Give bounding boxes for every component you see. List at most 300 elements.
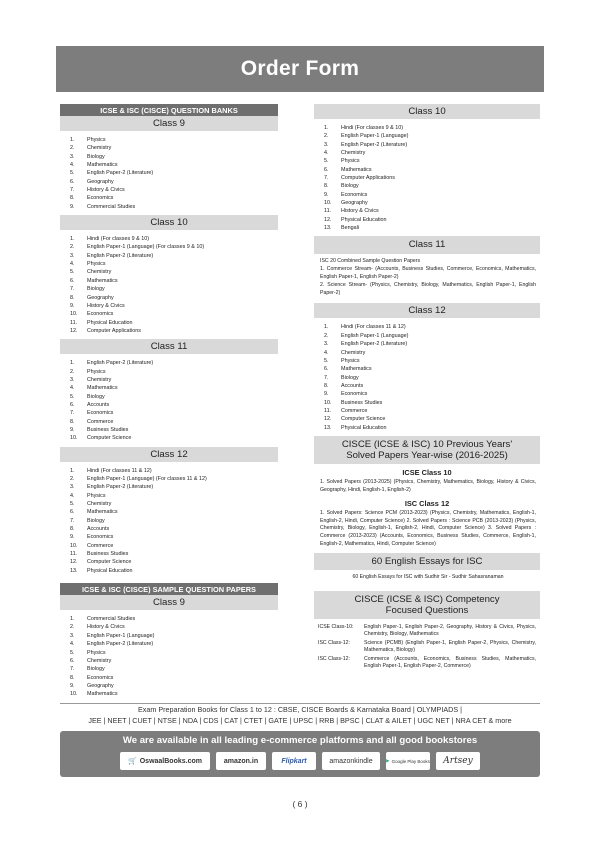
list-item xyxy=(70,302,278,310)
item-label: Economics xyxy=(87,195,114,202)
item-number: 6. xyxy=(70,178,75,185)
item-label: Accounts xyxy=(87,401,110,408)
list-item xyxy=(70,649,278,657)
item-label: Chemistry xyxy=(341,150,366,157)
list-item xyxy=(324,357,540,365)
list-item xyxy=(70,144,278,152)
list-item xyxy=(324,340,540,348)
item-label: Chemistry xyxy=(341,349,366,356)
item-label: English Paper-1 (Language) (For classes 9 & 10) xyxy=(87,244,205,251)
google-play-books-logo[interactable] xyxy=(386,752,430,770)
item-number: 1. xyxy=(70,360,75,367)
item-label: Geography xyxy=(87,682,114,689)
item-number: 9. xyxy=(70,302,75,309)
item-number: 10. xyxy=(70,542,78,549)
list-item xyxy=(324,365,540,373)
item-label: Geography xyxy=(87,178,114,185)
bank-class-11-header: Class 11 xyxy=(60,339,278,354)
item-number: 8. xyxy=(70,526,75,533)
item-number: 1. xyxy=(70,616,75,623)
item-number: 11. xyxy=(70,551,78,558)
item-label: Physical Education xyxy=(341,424,387,431)
list-item xyxy=(324,415,540,423)
item-label: Chemistry xyxy=(87,145,112,152)
item-label: English Paper-2 (Literature) xyxy=(341,141,408,148)
list-item xyxy=(70,657,278,665)
availability-title: We are available in all leading e-commerce platforms and all good bookstores xyxy=(122,735,478,746)
list-item xyxy=(324,174,540,182)
essays-text: 60 English Essays for ISC with Sudhir Sir - Sudhir Sahasranaman xyxy=(352,574,504,581)
item-number: 13. xyxy=(324,225,332,232)
list-item xyxy=(70,310,278,318)
list-item xyxy=(70,359,278,367)
item-number: 1. xyxy=(70,236,75,243)
item-number: 9. xyxy=(324,391,329,398)
list-item xyxy=(70,368,278,376)
list-item xyxy=(70,203,278,211)
competency-value: English Paper-1, English Paper-2, Geography, History & Civics, Physics, Chemistry, Biology, Mathematics xyxy=(364,623,536,638)
item-number: 6. xyxy=(70,509,75,516)
item-number: 9. xyxy=(70,534,75,541)
right-column xyxy=(314,104,540,677)
list-item xyxy=(70,483,278,491)
bank-class-12-subject-list xyxy=(60,462,278,579)
list-item xyxy=(324,166,540,174)
item-label: Biology xyxy=(341,183,359,190)
competency-row xyxy=(318,624,536,639)
item-label: Mathematics xyxy=(87,277,118,284)
item-number: 7. xyxy=(324,374,329,381)
item-number: 9. xyxy=(324,191,329,198)
list-item xyxy=(324,374,540,382)
bank-class-11-subject-list xyxy=(60,354,278,446)
list-item xyxy=(70,186,278,194)
list-item xyxy=(70,178,278,186)
item-label: Physics xyxy=(341,357,360,364)
item-number: 10. xyxy=(70,691,78,698)
item-number: 1. xyxy=(70,137,75,143)
previous-years-header xyxy=(314,436,540,464)
item-label: Mathematics xyxy=(87,385,118,392)
item-label: Hindi (For classes 9 & 10) xyxy=(341,125,404,131)
class-11-header: Class 11 xyxy=(314,236,540,253)
item-label: History & Civics xyxy=(341,208,379,215)
item-label: Physical Education xyxy=(87,567,133,574)
item-label: Physical Education xyxy=(341,216,387,223)
competency-header xyxy=(314,591,540,619)
item-label: History & Civics xyxy=(87,187,125,194)
item-label: Physical Education xyxy=(87,319,133,326)
store-name: Google Play Books xyxy=(391,758,430,764)
competency-key: ISC Class-12: xyxy=(318,639,350,646)
list-item xyxy=(70,517,278,525)
competency-row xyxy=(318,656,536,671)
list-item xyxy=(70,558,278,566)
list-item xyxy=(70,434,278,442)
item-label: Chemistry xyxy=(87,657,112,664)
class-11-line: 2. Science Stream- (Physics, Chemistry, Biology, Mathematics, English Paper-1, English Paper-2) xyxy=(320,282,536,296)
item-label: Physics xyxy=(87,261,106,268)
item-label: Biology xyxy=(87,153,105,160)
item-number: 6. xyxy=(70,401,75,408)
list-item xyxy=(324,390,540,398)
bank-class-10-header: Class 10 xyxy=(60,215,278,230)
item-label: Chemistry xyxy=(87,269,112,276)
list-item xyxy=(70,260,278,268)
item-label: Hindi (For classes 11 & 12) xyxy=(87,467,152,474)
item-label: History & Civics xyxy=(87,302,125,309)
item-number: 11. xyxy=(70,319,78,326)
list-item xyxy=(70,640,278,648)
item-number: 3. xyxy=(70,153,75,160)
item-number: 2. xyxy=(70,476,75,482)
item-number: 1. xyxy=(70,467,75,474)
item-number: 2. xyxy=(324,133,329,140)
item-label: Chemistry xyxy=(87,501,112,508)
item-number: 4. xyxy=(70,261,75,268)
item-number: 7. xyxy=(70,286,75,293)
bank-class-9-header: Class 9 xyxy=(60,116,278,131)
item-number: 1. xyxy=(324,125,329,131)
sample-class-12-header: Class 12 xyxy=(314,303,540,318)
item-label: Commercial Studies xyxy=(87,616,136,623)
item-label: Business Studies xyxy=(341,399,383,406)
item-number: 3. xyxy=(70,252,75,259)
item-number: 7. xyxy=(70,410,75,417)
page-number: ( 6 ) xyxy=(292,799,308,809)
item-label: English Paper-1 (Language) xyxy=(341,133,409,140)
item-number: 5. xyxy=(70,501,75,508)
item-label: Economics xyxy=(87,674,114,681)
class-11-line: 1. Commerce Stream- (Accounts, Business Studies, Commerce, Economics, Mathematics, English Paper-1, English Paper-2) xyxy=(320,266,536,280)
list-item xyxy=(70,285,278,293)
item-number: 7. xyxy=(70,517,75,524)
list-item xyxy=(70,409,278,417)
item-number: 2. xyxy=(70,145,75,152)
list-item xyxy=(324,157,540,165)
bank-class-9-subject-list xyxy=(60,131,278,215)
item-label: Computer Science xyxy=(87,559,132,566)
item-label: Physics xyxy=(341,158,360,165)
list-item xyxy=(70,243,278,251)
item-number: 12. xyxy=(70,327,78,334)
item-number: 8. xyxy=(70,418,75,425)
list-item xyxy=(70,252,278,260)
list-item xyxy=(70,550,278,558)
item-number: 7. xyxy=(324,175,329,182)
icse-class-10-text: 1. Solved Papers (2013-2025) (Physics, Chemistry, Mathematics, Biology, History & Civics, Geography, Hindi, English-1, English-2) xyxy=(320,479,536,493)
item-number: 4. xyxy=(70,385,75,392)
list-item xyxy=(70,525,278,533)
isc-class-12-text: 1. Solved Papers: Science PCM (2013-2023) (Physics, Chemistry, Mathematics, English-1, English-2, Hindi, Computer Science) 2. Solved Papers : Science PCB (2013-2023) (Physics, Chemistry, Biology, English-1, English-2, Hindi, Computer Science) 3. Solved Papers : Commerce (2013-2023) (Accounts, Economics, Business Studies, Commerce, English-1, English-2, Mathematics, Hindi, Computer Science) xyxy=(320,510,536,547)
class-11-line: ISC 20 Combined Sample Question Papers xyxy=(320,257,421,264)
item-number: 10. xyxy=(324,200,332,207)
item-label: Computer Applications xyxy=(87,327,141,334)
item-number: 5. xyxy=(70,170,75,177)
item-number: 12. xyxy=(70,559,78,566)
item-number: 9. xyxy=(70,682,75,689)
item-number: 12. xyxy=(324,216,332,223)
item-label: History & Civics xyxy=(87,624,125,631)
item-number: 6. xyxy=(70,657,75,664)
item-number: 6. xyxy=(324,366,329,373)
competency-key: ISC Class-12: xyxy=(318,655,350,662)
item-label: Mathematics xyxy=(341,166,372,173)
item-number: 7. xyxy=(70,187,75,194)
sample-class-10-header: Class 10 xyxy=(314,104,540,119)
item-label: Business Studies xyxy=(87,426,129,433)
bank-class-12-header: Class 12 xyxy=(60,447,278,462)
store-logos xyxy=(60,752,540,770)
item-label: Accounts xyxy=(87,526,110,533)
sample-papers-header: ICSE & ISC (CISCE) SAMPLE QUESTION PAPERS xyxy=(60,583,278,595)
item-label: Hindi (For classes 9 & 10) xyxy=(87,236,150,243)
sample-class-12-subject-list xyxy=(314,318,540,435)
list-item xyxy=(70,567,278,575)
item-number: 5. xyxy=(70,393,75,400)
list-item xyxy=(70,393,278,401)
item-label: Biology xyxy=(87,666,105,673)
item-number: 13. xyxy=(70,567,78,574)
list-item xyxy=(70,623,278,631)
list-item xyxy=(324,407,540,415)
item-number: 7. xyxy=(70,666,75,673)
list-item xyxy=(324,199,540,207)
item-label: Economics xyxy=(341,391,368,398)
item-number: 6. xyxy=(70,277,75,284)
footer-exams-line-2: JEE | NEET | CUET | NTSE | NDA | CDS | CAT | CTET | GATE | UPSC | RRB | BPSC | CLAT & AILET | UGC NET | NRA CET & more xyxy=(88,716,512,725)
item-label: Accounts xyxy=(341,382,364,389)
item-number: 11. xyxy=(324,208,332,215)
item-label: Mathematics xyxy=(87,691,118,698)
list-item xyxy=(324,182,540,190)
list-item xyxy=(324,191,540,199)
item-number: 4. xyxy=(70,492,75,499)
item-label: English Paper-1 (Language) (For classes 11 & 12) xyxy=(87,476,207,482)
item-number: 4. xyxy=(324,349,329,356)
sample-class-9-header: Class 9 xyxy=(60,595,278,610)
item-label: Physics xyxy=(87,368,106,375)
item-number: 3. xyxy=(324,141,329,148)
isc-class-12-heading: ISC Class 12 xyxy=(404,499,450,509)
list-item xyxy=(70,169,278,177)
item-label: Biology xyxy=(341,374,359,381)
list-item xyxy=(70,682,278,690)
item-number: 4. xyxy=(70,162,75,169)
list-item xyxy=(324,349,540,357)
competency-key: ICSE Class-10: xyxy=(318,623,354,630)
list-item xyxy=(324,399,540,407)
item-label: Bengali xyxy=(341,225,359,232)
list-item xyxy=(70,475,278,483)
item-label: English Paper-1 (Language) xyxy=(341,332,409,339)
item-number: 2. xyxy=(70,244,75,251)
item-number: 11. xyxy=(324,407,332,414)
item-label: English Paper-2 (Literature) xyxy=(87,484,154,491)
previous-years-title: CISCE (ICSE & ISC) 10 Previous Years' xyxy=(341,438,513,450)
item-number: 5. xyxy=(70,649,75,656)
list-item xyxy=(70,294,278,302)
item-number: 10. xyxy=(324,399,332,406)
list-item xyxy=(324,424,540,432)
item-label: English Paper-2 (Literature) xyxy=(341,341,408,348)
item-number: 9. xyxy=(70,203,75,210)
list-item xyxy=(324,332,540,340)
list-item xyxy=(70,632,278,640)
item-number: 8. xyxy=(324,382,329,389)
item-label: Geography xyxy=(87,294,114,301)
left-column xyxy=(60,104,278,703)
bank-class-10-subject-list xyxy=(60,230,278,339)
item-number: 2. xyxy=(324,332,329,339)
item-number: 3. xyxy=(70,484,75,491)
item-label: Computer Applications xyxy=(341,175,395,182)
list-item xyxy=(70,665,278,673)
list-item xyxy=(70,384,278,392)
item-number: 8. xyxy=(70,195,75,202)
item-label: Mathematics xyxy=(87,162,118,169)
list-item xyxy=(70,492,278,500)
list-item xyxy=(70,674,278,682)
list-item xyxy=(70,376,278,384)
list-item xyxy=(324,382,540,390)
item-label: Business Studies xyxy=(87,551,129,558)
list-item xyxy=(70,690,278,698)
competency-title: CISCE (ICSE & ISC) Competency xyxy=(354,593,500,605)
list-item xyxy=(324,224,540,232)
amazon-kindle-logo[interactable]: amazonkindle xyxy=(322,752,380,770)
item-label: Economics xyxy=(87,410,114,417)
list-item xyxy=(324,124,540,132)
list-item xyxy=(324,141,540,149)
item-label: Economics xyxy=(87,311,114,318)
list-item xyxy=(70,136,278,144)
item-label: Hindi (For classes 11 & 12) xyxy=(341,324,406,331)
item-label: Commerce xyxy=(87,418,114,425)
previous-years-subtitle: Solved Papers Year-wise (2016-2025) xyxy=(346,449,508,461)
item-number: 3. xyxy=(70,632,75,639)
competency-subtitle: Focused Questions xyxy=(385,604,469,616)
item-number: 4. xyxy=(324,150,329,157)
item-label: Computer Science xyxy=(87,435,132,442)
item-label: Commerce xyxy=(341,407,368,414)
item-label: Economics xyxy=(341,191,368,198)
class-11-combined-papers xyxy=(314,254,540,304)
item-label: Biology xyxy=(87,393,105,400)
sample-class-10-subject-list xyxy=(314,119,540,236)
item-number: 13. xyxy=(324,424,332,431)
item-label: English Paper-2 (Literature) xyxy=(87,252,154,259)
item-label: Mathematics xyxy=(341,366,372,373)
item-number: 9. xyxy=(70,426,75,433)
list-item xyxy=(70,500,278,508)
competency-table xyxy=(314,619,540,677)
list-item xyxy=(70,533,278,541)
list-item xyxy=(70,401,278,409)
item-number: 5. xyxy=(324,357,329,364)
item-label: Biology xyxy=(87,286,105,293)
item-number: 3. xyxy=(324,341,329,348)
competency-row xyxy=(318,640,536,655)
list-item xyxy=(70,418,278,426)
item-number: 6. xyxy=(324,166,329,173)
list-item xyxy=(324,132,540,140)
oswaal-books-logo[interactable] xyxy=(120,752,210,770)
amazon-logo[interactable]: amazon.in xyxy=(216,752,266,770)
item-number: 10. xyxy=(70,435,78,442)
item-label: Physics xyxy=(87,492,106,499)
item-number: 10. xyxy=(70,311,78,318)
flipkart-logo[interactable]: Flipkart xyxy=(272,752,316,770)
cart-icon: 🛒 xyxy=(128,758,137,765)
item-label: Mathematics xyxy=(87,509,118,516)
item-label: English Paper-1 (Language) xyxy=(87,632,155,639)
list-item xyxy=(70,235,278,243)
item-label: English Paper-2 (Literature) xyxy=(87,641,154,648)
icse-class-10-heading: ICSE Class 10 xyxy=(402,468,452,477)
item-label: English Paper-2 (Literature) xyxy=(87,360,154,367)
item-label: Physics xyxy=(87,137,106,143)
list-item xyxy=(70,161,278,169)
item-number: 8. xyxy=(324,183,329,190)
item-label: Commercial Studies xyxy=(87,203,136,210)
list-item xyxy=(70,268,278,276)
item-number: 3. xyxy=(70,376,75,383)
item-label: Commerce xyxy=(87,542,114,549)
item-label: Biology xyxy=(87,517,105,524)
item-number: 2. xyxy=(70,624,75,631)
essays-header: 60 English Essays for ISC xyxy=(314,553,540,570)
list-item xyxy=(70,327,278,335)
item-number: 5. xyxy=(70,269,75,276)
list-item xyxy=(70,508,278,516)
list-item xyxy=(70,426,278,434)
list-item xyxy=(70,542,278,550)
item-number: 12. xyxy=(324,416,332,423)
list-item xyxy=(324,149,540,157)
list-item xyxy=(70,467,278,475)
item-number: 8. xyxy=(70,294,75,301)
store-name: OswaalBooks.com xyxy=(139,757,202,765)
item-label: Economics xyxy=(87,534,114,541)
footer-exams-line-1: Exam Preparation Books for Class 1 to 12 : CBSE, CISCE Boards & Karnataka Board | OLYMPIADS | xyxy=(138,705,462,714)
list-item xyxy=(324,207,540,215)
list-item xyxy=(324,323,540,331)
item-number: 5. xyxy=(324,158,329,165)
item-number: 8. xyxy=(70,674,75,681)
item-number: 2. xyxy=(70,368,75,375)
page-title: Order Form xyxy=(56,46,544,92)
list-item xyxy=(324,216,540,224)
availability-banner xyxy=(60,731,540,777)
competency-value: Commerce (Accounts, Economics, Business Studies, Mathematics, English Paper-1, English Paper-2, Commerce) xyxy=(364,655,536,670)
play-icon: ▶ xyxy=(386,758,390,763)
item-label: Chemistry xyxy=(87,376,112,383)
item-label: Geography xyxy=(341,200,368,207)
list-item xyxy=(70,194,278,202)
list-item xyxy=(70,319,278,327)
sample-class-9-subject-list xyxy=(60,610,278,702)
item-number: 4. xyxy=(70,641,75,648)
item-label: Computer Science xyxy=(341,416,386,423)
artsey-logo[interactable]: Artsey xyxy=(436,752,480,770)
list-item xyxy=(70,277,278,285)
question-banks-header: ICSE & ISC (CISCE) QUESTION BANKS xyxy=(60,104,278,116)
item-label: English Paper-2 (Literature) xyxy=(87,170,154,177)
item-label: Physics xyxy=(87,649,106,656)
list-item xyxy=(70,153,278,161)
competency-value: Science (PCMB) (English Paper-1, English Paper-2, Physics, Chemistry, Mathematics, Biology) xyxy=(364,639,536,654)
